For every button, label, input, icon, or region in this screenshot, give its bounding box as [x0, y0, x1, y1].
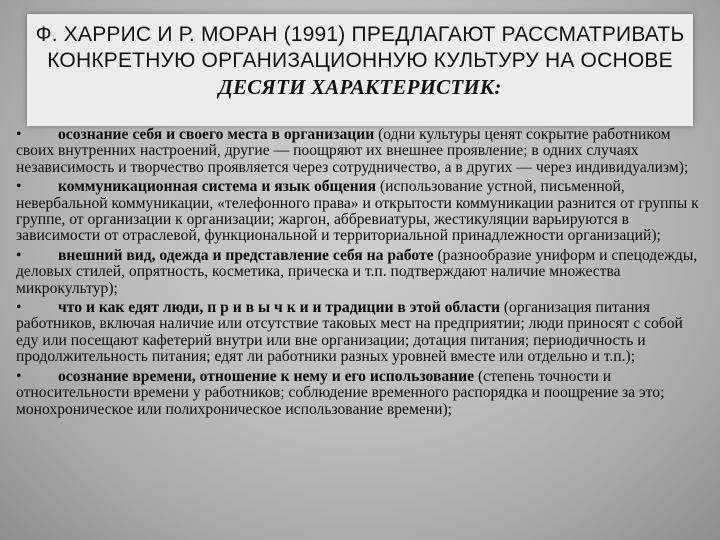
- item-text: (использование устной, письменной, невербальной коммуникации, «телефонного права» и открытости коммуникации разнится от группы к группе, от организации к организации; жаргон, аббревиатуры, жестикуляции варьируются в зависимости от отраслевой, функциональной и территориальной принадлежности организаций);: [16, 178, 699, 245]
- item-term: внешний вид, одежда и представление себя на работе: [58, 246, 434, 264]
- title-tail: ДЕСЯТИ ХАРАКТЕРИСТИК:: [218, 75, 502, 99]
- item-term: что и как едят люди, п р и в ы ч к и и традиции в этой области: [58, 299, 500, 317]
- item-term: осознание себя и своего места в организации: [58, 126, 375, 143]
- list-item: [16, 179, 706, 245]
- bullet-icon: •: [16, 299, 22, 317]
- list-item: [16, 127, 706, 176]
- slide-body: [16, 127, 706, 421]
- list-item: [16, 369, 706, 418]
- title-box: [27, 14, 693, 126]
- bullet-icon: •: [16, 367, 22, 385]
- bullet-icon: •: [16, 246, 22, 264]
- item-text: (степень точности и относительности времени у работников; соблюдение временного распорядка и поощрение за это; монохроническое или полихроническое использование времени);: [16, 367, 665, 418]
- item-term: осознание времени, отношение к нему и его использование: [58, 367, 475, 385]
- bullet-icon: •: [16, 178, 22, 196]
- title-main: Ф. ХАРРИС И Р. МОРАН (1991) ПРЕДЛАГАЮТ РАССМАТРИВАТЬ КОНКРЕТНУЮ ОРГАНИЗАЦИОННУЮ КУЛЬТУРУ НА ОСНОВЕ: [35, 23, 685, 72]
- item-text: (одни культуры ценят сокрытие работником своих внутренних настроений, другие — поощряют их внешнее проявление; в одних случаях независимость и творчество проявляется через сотрудничество, а в других — через индивидуализм);: [16, 126, 689, 176]
- list-item: [16, 248, 706, 297]
- item-term: коммуникационная система и язык общения: [58, 178, 377, 196]
- slide-title: [27, 22, 693, 101]
- bullet-icon: •: [16, 126, 22, 143]
- list-item: [16, 300, 706, 366]
- item-text: (разнообразие униформ и спецодежды, деловых стилей, опрятность, косметика, прическа и т.п. подтверждают наличие множества микрокультур);: [16, 246, 698, 297]
- item-text: (организация питания работников, включая наличие или отсутствие таковых мест на предприятии; люди приносят с собой еду или посещают кафетерий внутри или вне организации; дотация питания; периодичность и продолжительность питания; едят ли работники разных уровней вместе или отдельно и т.п.);: [16, 299, 683, 366]
